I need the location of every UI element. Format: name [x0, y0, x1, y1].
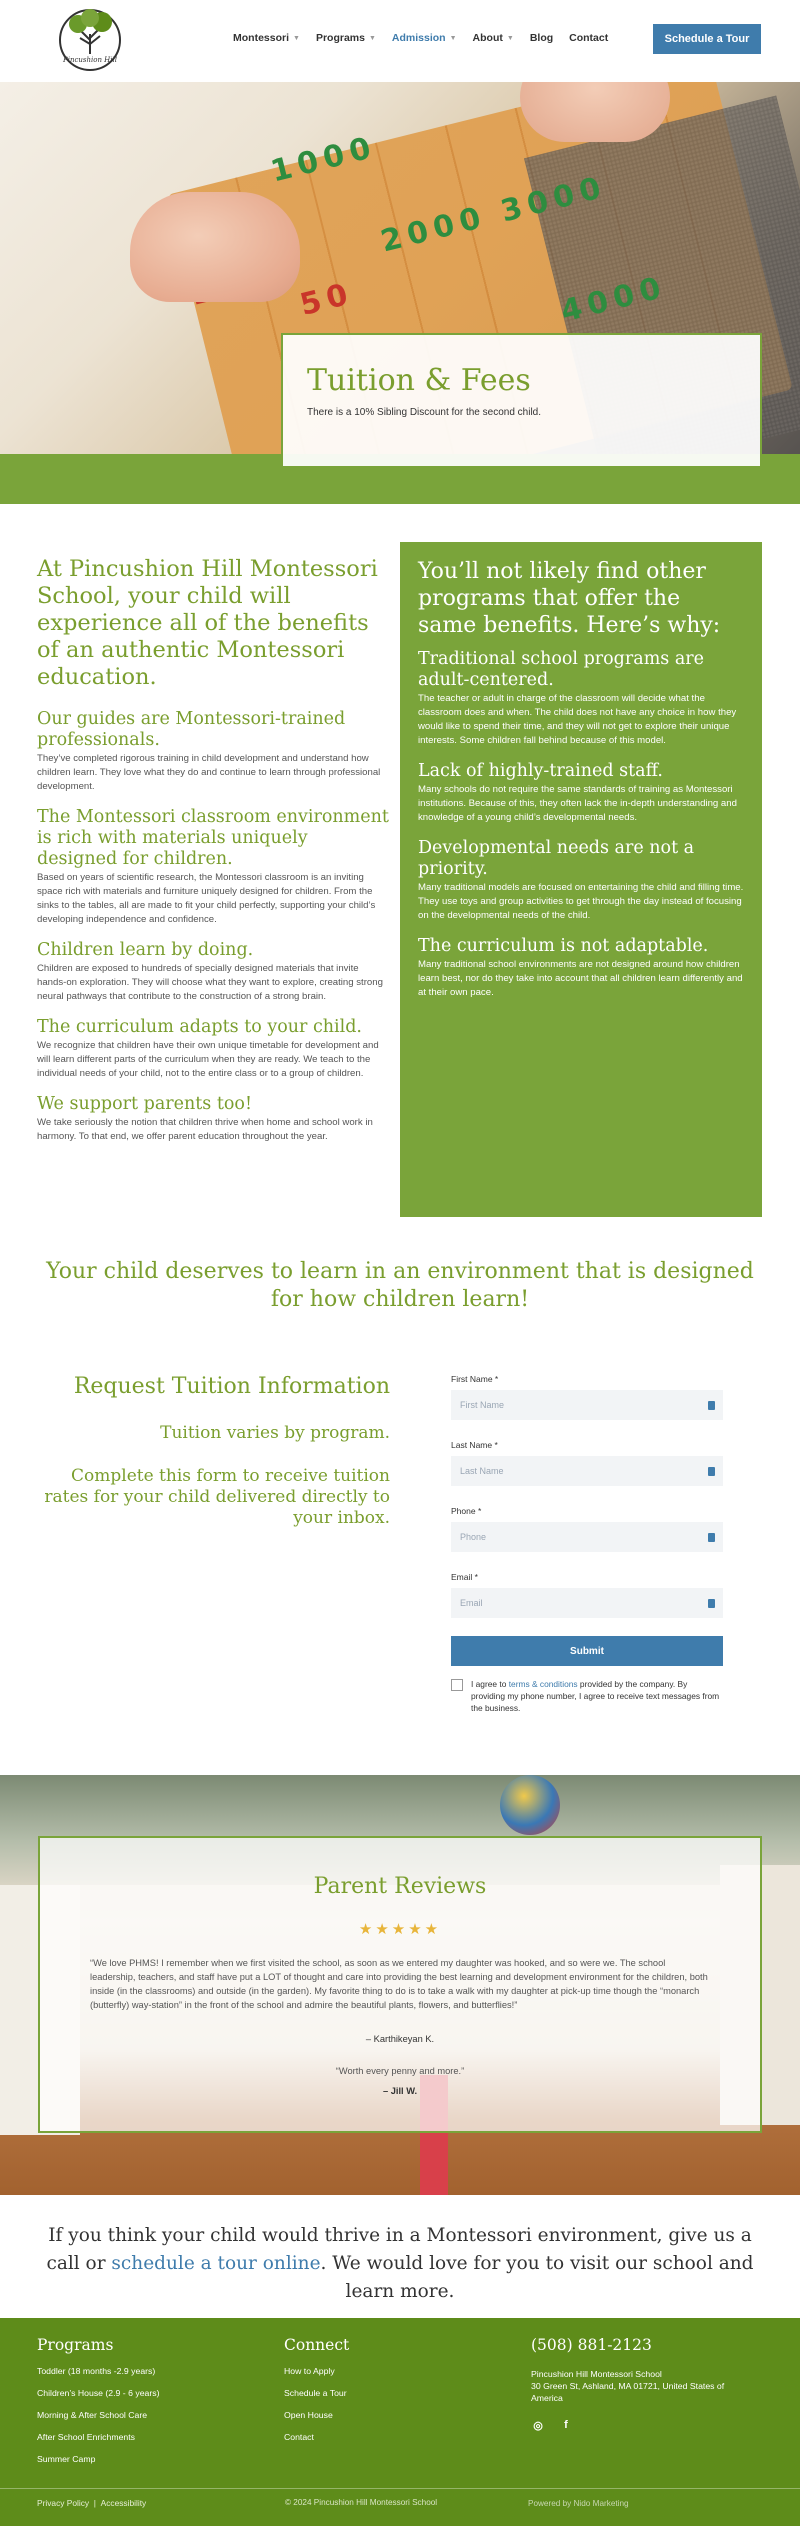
facebook-icon[interactable]: f — [564, 2419, 568, 2431]
comparison-heading: Traditional school programs are adult-centered. — [418, 649, 704, 690]
benefit-text: We recognize that children have their own unique timetable for development and will learn different parts of the curriculum when they are ready. We teach to the individual needs of your child, not to the entire class or to a group of children. — [37, 1040, 379, 1079]
footer-connect-title: Connect — [284, 2336, 350, 2354]
instagram-icon[interactable]: ◎ — [533, 2419, 543, 2432]
benefit-heading: Our guides are Montessori-trained professionals. — [37, 709, 346, 750]
consent-text — [471, 1678, 723, 1714]
footer-divider — [0, 2488, 800, 2489]
site-footer — [0, 2318, 800, 2526]
benefit-heading: The curriculum adapts to your child. — [37, 1017, 362, 1037]
nav-label: About — [472, 32, 503, 44]
review-author: – Jill W. — [382, 2086, 418, 2096]
logo-text: Pincushion Hill — [63, 56, 117, 64]
hero-number: 2000 — [377, 199, 491, 260]
footer-connect — [284, 2336, 349, 2454]
accessibility-link[interactable]: Accessibility — [100, 2498, 147, 2508]
input-placeholder: Phone — [460, 1532, 487, 1542]
comparison-text: Many traditional models are focused on entertaining the child and filling time. They use toys and group activities to get through the day instead of focusing on the developmental needs of the child. — [418, 882, 744, 921]
school-logo[interactable] — [52, 4, 128, 76]
nav-blog[interactable] — [530, 32, 553, 44]
comparison-heading: Developmental needs are not a priority. — [418, 838, 695, 879]
footer-link[interactable]: Children’s House (2.9 - 6 years) — [37, 2388, 160, 2398]
reviews-card — [38, 1836, 762, 2133]
request-title: Request Tuition Information — [73, 1374, 390, 1399]
consent-checkbox[interactable] — [451, 1679, 463, 1691]
nav-label: Admission — [391, 32, 446, 44]
comparison-heading: The curriculum is not adaptable. — [418, 936, 709, 956]
autofill-icon — [708, 1467, 715, 1476]
footer-link[interactable]: Contact — [284, 2432, 314, 2442]
sibling-discount-text: There is a 10% Sibling Discount for the second child. — [307, 407, 542, 418]
copyright: © 2024 Pincushion Hill Montessori School — [285, 2498, 438, 2507]
consent-post: provided by the company. By providing my phone number, I agree to receive text messages from the business. — [471, 1679, 720, 1713]
autofill-icon — [708, 1401, 715, 1410]
benefit-heading: The Montessori classroom environment is rich with materials uniquely designed for children. — [37, 807, 389, 869]
chevron-down-icon: ▼ — [449, 34, 457, 42]
first-name-label: First Name * — [451, 1374, 499, 1384]
input-placeholder: Email — [460, 1598, 483, 1608]
benefits-left — [37, 556, 389, 1157]
tagline: Your child deserves to learn in an environment that is designed for how children learn! — [46, 1259, 754, 1312]
footer-programs — [37, 2336, 159, 2476]
input-placeholder: First Name — [460, 1400, 505, 1410]
powered-by[interactable]: Powered by Nido Marketing — [528, 2499, 629, 2508]
hero-number: 3000 — [497, 169, 611, 230]
nav-contact[interactable] — [569, 32, 608, 44]
terms-link[interactable]: terms & conditions — [508, 1679, 578, 1689]
phone-label: Phone * — [451, 1506, 482, 1516]
benefit-heading: We support parents too! — [37, 1094, 252, 1114]
chevron-down-icon: ▼ — [368, 34, 376, 42]
comparison-headline: You’ll not likely find other programs that offer the same benefits. Here’s why: — [418, 559, 721, 638]
cta-post: . We would love for you to visit our school and learn more. — [320, 2253, 754, 2302]
reviews-title: Parent Reviews — [313, 1874, 487, 1899]
hero-number: 1000 — [267, 129, 381, 190]
consent-pre: I agree to — [471, 1679, 509, 1689]
benefit-text: We take seriously the notion that children thrive when home and school work in harmony. To that end, we offer parent education throughout the year. — [37, 1117, 373, 1142]
comparison-heading: Lack of highly-trained staff. — [418, 761, 663, 781]
footer-programs-title: Programs — [37, 2336, 114, 2354]
benefit-text: Children are exposed to hundreds of specially designed materials that invite hands-on exploration. They will choose what they want to explore, creating strong neural pathways that contribute to the construction of a strong brain. — [37, 963, 383, 1002]
footer-contact — [531, 2336, 731, 2432]
hero-card — [281, 333, 762, 468]
autofill-icon — [708, 1599, 715, 1608]
page-title: Tuition & Fees — [307, 363, 531, 398]
nav-label: Montessori — [233, 32, 290, 44]
tuition-form — [451, 1374, 723, 1714]
input-placeholder: Last Name — [460, 1466, 504, 1476]
comparison-box — [400, 542, 762, 1217]
footer-link[interactable]: Morning & After School Care — [37, 2410, 148, 2420]
benefit-text: They’ve completed rigorous training in child development and understand how children learn. They love what they do and continue to learn through professional development. — [37, 753, 381, 792]
submit-button[interactable]: Submit — [451, 1636, 723, 1666]
school-address: 30 Green St, Ashland, MA 01721, United States of America — [531, 2381, 725, 2403]
cta-paragraph — [40, 2222, 760, 2306]
nav-label: Blog — [529, 32, 554, 44]
nav-label: Contact — [569, 32, 609, 44]
comparison-text: Many traditional school environments are not designed around how children learn best, nor do they take into account that all children learn differently and at their own pace. — [418, 959, 743, 998]
benefit-heading: Children learn by doing. — [37, 940, 254, 960]
hero-number: 4000 — [557, 269, 671, 330]
phone-number[interactable]: (508) 881-2123 — [531, 2336, 652, 2354]
email-label: Email * — [451, 1572, 478, 1582]
footer-link[interactable]: How to Apply — [284, 2366, 335, 2376]
review-quote: “Worth every penny and more.” — [335, 2066, 465, 2076]
consent-row — [451, 1678, 723, 1714]
last-name-label: Last Name * — [451, 1440, 498, 1450]
tuition-varies-text: Tuition varies by program. — [160, 1423, 390, 1443]
last-name-input[interactable] — [451, 1456, 723, 1486]
autofill-icon — [708, 1533, 715, 1542]
phone-input[interactable] — [451, 1522, 723, 1552]
chevron-down-icon: ▼ — [293, 34, 300, 42]
review-quote: “We love PHMS! I remember when we first visited the school, as soon as we entered my daughter was hooked, and so were we. The school leadership, teachers, and staff have put a LOT of thought and care into providing the best learning and development environment for the children, both inside (in the classrooms) and outside (in the garden). My favorite thing to do is to take a walk with my daughter at pick-up time though the “monarch (butterfly) way-station” in the front of the school and admire the beautiful plants, flowers, and butterflies!” — [90, 1958, 708, 2010]
review-author: – Karthikeyan K. — [365, 2034, 435, 2044]
star-rating: ★★★★★ — [358, 1921, 442, 1938]
hero-number: 50 — [296, 276, 358, 323]
privacy-link[interactable]: Privacy Policy — [37, 2498, 90, 2508]
footer-link[interactable]: Open House — [284, 2410, 333, 2420]
comparison-text: Many schools do not require the same standards of training as Montessori institutions. Because of this, they often lack the in-depth understanding and knowledge of a young child’s developmental needs. — [418, 784, 737, 823]
footer-link[interactable]: Schedule a Tour — [284, 2388, 347, 2398]
legal-links — [37, 2498, 146, 2508]
schedule-tour-button[interactable]: Schedule a Tour — [653, 24, 761, 54]
email-input[interactable] — [451, 1588, 723, 1618]
separator: | — [93, 2498, 96, 2508]
nav-programs[interactable] — [316, 32, 376, 44]
benefits-headline: At Pincushion Hill Montessori School, your child will experience all of the benefits of an authentic Montessori education. — [37, 556, 378, 690]
footer-link[interactable]: Toddler (18 months -2.9 years) — [37, 2366, 156, 2376]
child-hand-image — [130, 192, 300, 302]
footer-link[interactable]: After School Enrichments — [37, 2432, 136, 2442]
footer-link[interactable]: Summer Camp — [37, 2454, 96, 2464]
nav-montessori[interactable] — [233, 32, 300, 44]
comparison-text: The teacher or adult in charge of the classroom will decide what the classroom does and when. The child does not have any choice in how they would like to spend their time, and they will not get to explore their unique interests. Some children fall behind because of this model. — [418, 693, 737, 746]
school-name: Pincushion Hill Montessori School — [531, 2369, 662, 2379]
child-hand-image — [520, 82, 670, 142]
benefit-text: Based on years of scientific research, the Montessori classroom is an inviting space rich with materials and furniture uniquely designed for children. From the sinks to the tables, all are made to fit your child perfectly, supporting your child’s developing independence and confidence. — [37, 872, 376, 925]
globe-image — [500, 1775, 560, 1835]
schedule-tour-link[interactable]: schedule a tour online — [111, 2253, 321, 2274]
social-links — [531, 2418, 731, 2432]
request-description: Complete this form to receive tuition rates for your child delivered directly to your inbox. — [44, 1466, 390, 1528]
chevron-down-icon: ▼ — [506, 34, 514, 42]
site-header — [0, 0, 800, 82]
cta-pre: If you think your child would thrive in a Montessori environment, give us a call or — [46, 2225, 752, 2274]
nav-label: Programs — [315, 32, 365, 44]
nav-about[interactable] — [473, 32, 514, 44]
first-name-input[interactable] — [451, 1390, 723, 1420]
main-nav — [233, 32, 624, 44]
nav-admission[interactable] — [392, 32, 457, 44]
